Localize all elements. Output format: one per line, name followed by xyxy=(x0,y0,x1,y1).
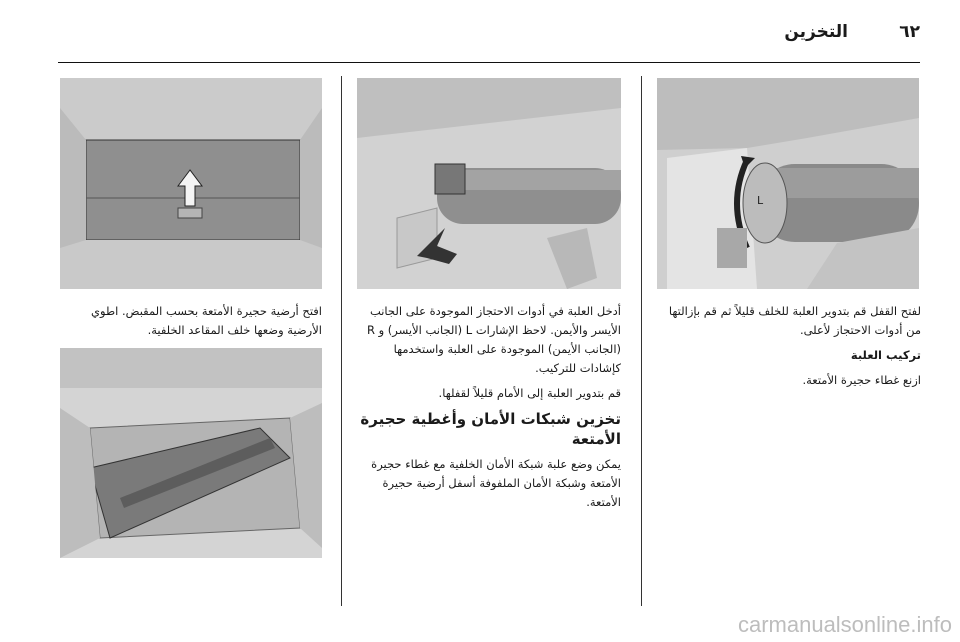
floor-storage-nets-image xyxy=(60,348,322,558)
col1-para2: ازنع غطاء حجيرة الأمتعة. xyxy=(802,373,921,387)
col2-para1: أدخل العلبة في أدوات الاحتجاز الموجودة على الجانب الأيسر والأيمن. لاحظ الإشارات L (الجانب الأيسر) و R (الجانب الأيمن) الموجودة على العلبة واستخدمها كإشادات للتركيب. xyxy=(366,304,621,375)
page-header xyxy=(58,16,920,50)
header-rule xyxy=(58,62,920,63)
chapter-title: التخزين xyxy=(784,22,848,42)
col1-heading: تركيب العلبة xyxy=(850,348,921,362)
col2-text xyxy=(357,302,621,518)
col1-para1: لفتح القفل قم بتدوير العلبة للخلف قليلاً ثم قم بإزالتها من أدوات الاحتجاز لأعلى. xyxy=(668,304,921,337)
col3-para1: افتح أرضية حجيرة الأمتعة بحسب المقبض. اطوي الأرضية وضعها خلف المقاعد الخلفية. xyxy=(91,304,322,337)
column-divider xyxy=(341,76,342,606)
load-floor-raised-image xyxy=(60,78,322,289)
col2-heading: تخزين شبكات الأمان وأغطية حجيرة الأمتعة xyxy=(360,410,621,448)
col2-para3: يمكن وضع علبة شبكة الأمان الخلفية مع غطاء حجيرة الأمتعة وشبكة الأمان الملفوفة أسفل أرضية حجيرة الأمتعة. xyxy=(371,457,621,509)
roller-cover-unlock-image xyxy=(657,78,919,289)
watermark: carmanualsonline.info xyxy=(737,612,952,637)
col1-text xyxy=(657,302,921,396)
col2-para2: قم بتدوير العلبة إلى الأمام قليلاً لقفلها. xyxy=(438,386,621,400)
page-number: ٦٢ xyxy=(899,22,920,42)
roller-cover-install-image xyxy=(357,78,621,289)
col3-text xyxy=(60,302,322,346)
column-divider xyxy=(641,76,642,606)
roller-letter-l: L xyxy=(757,194,764,207)
